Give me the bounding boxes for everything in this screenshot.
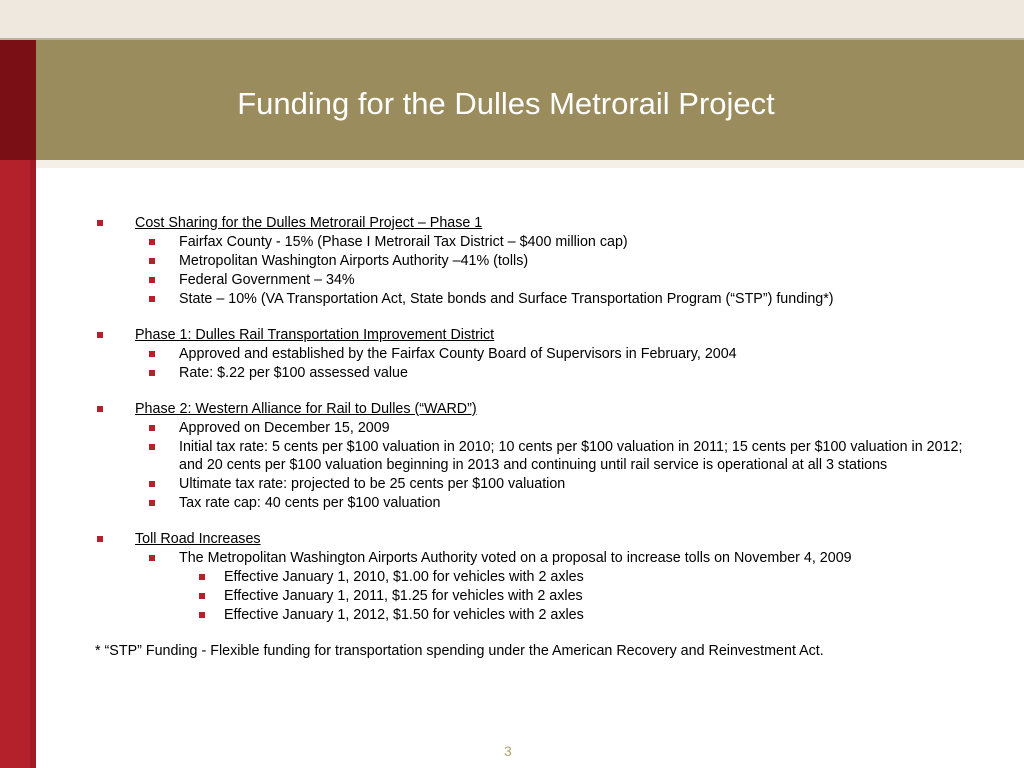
slide-body — [95, 214, 975, 660]
list-item — [95, 549, 975, 567]
list-item — [95, 345, 975, 363]
list-item — [95, 233, 975, 251]
list-item-text: The Metropolitan Washington Airports Authority voted on a proposal to increase tolls on November 4, 2009 — [179, 550, 852, 566]
left-accent-bar-edge — [30, 160, 36, 768]
list-item-text: Approved on December 15, 2009 — [179, 420, 390, 436]
section-heading-text: Toll Road Increases — [135, 531, 261, 547]
sub-list-item-text: Effective January 1, 2011, $1.25 for vehicles with 2 axles — [224, 588, 583, 604]
sub-list-item — [95, 568, 975, 586]
spacer — [95, 512, 975, 530]
list-item — [95, 364, 975, 382]
square-bullet-icon — [149, 425, 155, 431]
sub-list-item — [95, 606, 975, 624]
list-item — [95, 271, 975, 289]
square-bullet-icon — [149, 555, 155, 561]
list-item-text: Tax rate cap: 40 cents per $100 valuation — [179, 495, 441, 511]
spacer — [95, 382, 975, 400]
list-item-text: Metropolitan Washington Airports Authority –41% (tolls) — [179, 253, 529, 269]
list-item-text: State – 10% (VA Transportation Act, State bonds and Surface Transportation Program (“STP”) funding*) — [179, 291, 834, 307]
list-item-text: Ultimate tax rate: projected to be 25 cents per $100 valuation — [179, 476, 566, 492]
sub-list-item — [95, 587, 975, 605]
square-bullet-icon — [97, 332, 103, 338]
section-heading — [95, 530, 975, 548]
square-bullet-icon — [149, 370, 155, 376]
section-heading-text: Phase 2: Western Alliance for Rail to Dulles (“WARD”) — [135, 401, 477, 417]
square-bullet-icon — [97, 536, 103, 542]
section-heading-text: Phase 1: Dulles Rail Transportation Improvement District — [135, 327, 495, 343]
list-item — [95, 419, 975, 437]
square-bullet-icon — [149, 277, 155, 283]
square-bullet-icon — [149, 500, 155, 506]
section-heading-text: Cost Sharing for the Dulles Metrorail Project – Phase 1 — [135, 215, 483, 231]
footnote: * “STP” Funding - Flexible funding for transportation spending under the American Recovery and Reinvestment Act. — [95, 643, 824, 659]
square-bullet-icon — [199, 593, 205, 599]
list-item-text: Federal Government – 34% — [179, 272, 355, 288]
section-heading — [95, 214, 975, 232]
top-strip — [36, 0, 1024, 38]
spacer — [95, 624, 975, 642]
list-item-text: Fairfax County - 15% (Phase I Metrorail Tax District – $400 million cap) — [179, 234, 628, 250]
square-bullet-icon — [149, 239, 155, 245]
corner-block — [0, 0, 36, 38]
title-band-shadow — [36, 160, 1024, 168]
list-item — [95, 494, 975, 512]
list-item — [95, 475, 975, 493]
sub-list-item-text: Effective January 1, 2012, $1.50 for vehicles with 2 axles — [224, 607, 584, 623]
square-bullet-icon — [199, 574, 205, 580]
corner-accent — [0, 40, 36, 160]
sub-list-item-text: Effective January 1, 2010, $1.00 for vehicles with 2 axles — [224, 569, 584, 585]
list-item-text: Rate: $.22 per $100 assessed value — [179, 365, 408, 381]
slide-title: Funding for the Dulles Metrorail Project — [237, 86, 775, 121]
section-heading — [95, 326, 975, 344]
spacer — [95, 308, 975, 326]
square-bullet-icon — [199, 612, 205, 618]
page-number: 3 — [504, 743, 512, 759]
section-heading — [95, 400, 975, 418]
list-item — [95, 438, 975, 474]
square-bullet-icon — [97, 406, 103, 412]
square-bullet-icon — [149, 258, 155, 264]
list-item — [95, 290, 975, 308]
square-bullet-icon — [149, 351, 155, 357]
square-bullet-icon — [97, 220, 103, 226]
square-bullet-icon — [149, 296, 155, 302]
list-item-text: Initial tax rate: 5 cents per $100 valuation in 2010; 10 cents per $100 valuation in 2011; 15 cents per $100 valuation in 2012; and 20 cents per $100 valuation beginning in 2013 and continuing until rail service is operational at all 3 stations — [179, 439, 963, 473]
square-bullet-icon — [149, 481, 155, 487]
square-bullet-icon — [149, 444, 155, 450]
list-item-text: Approved and established by the Fairfax County Board of Supervisors in February, 2004 — [179, 346, 737, 362]
list-item — [95, 252, 975, 270]
